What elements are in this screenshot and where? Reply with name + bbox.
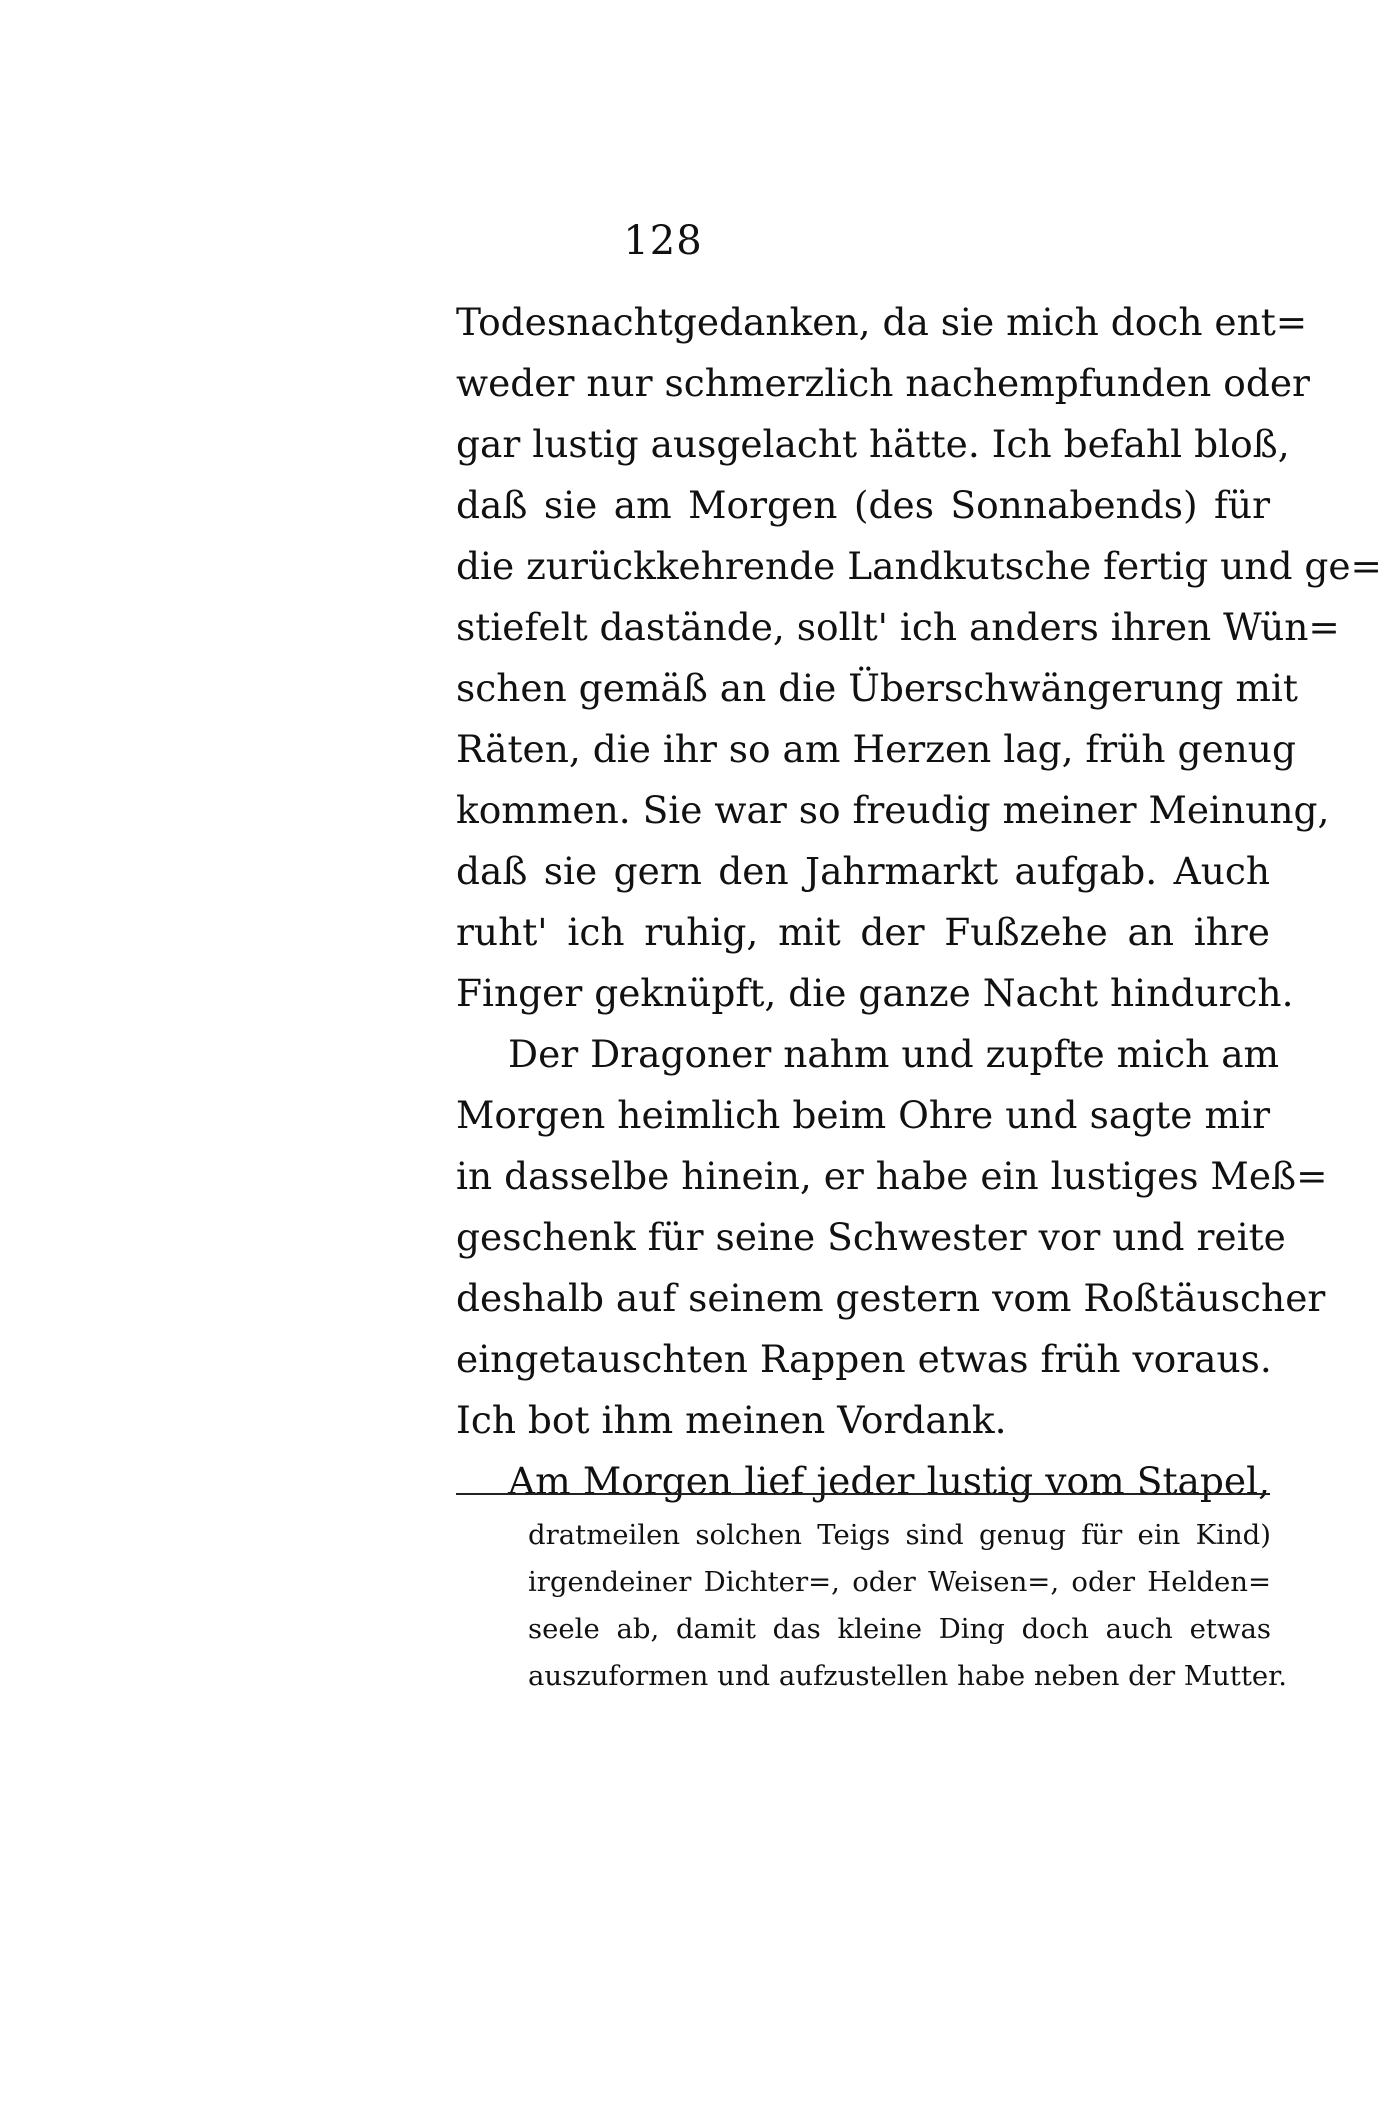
- text-line: daß sie gern den Jahrmarkt aufgab. Auch: [456, 849, 1270, 893]
- footnote-line: seele ab, damit das kleine Ding doch auch etwas: [528, 1613, 1271, 1645]
- text-line: daß sie am Morgen (des Sonnabends) für: [456, 483, 1270, 527]
- text-line: in dasselbe hinein, er habe ein lustiges Meß=: [456, 1154, 1328, 1198]
- main-text-block: [456, 292, 1382, 1512]
- text-line: Ich bot ihm meinen Vordank.: [456, 1398, 1007, 1442]
- text-line: Todesnachtgedanken, da sie mich doch ent=: [456, 300, 1308, 344]
- page-number: 128: [623, 218, 703, 264]
- text-line: geschenk für seine Schwester vor und reite: [456, 1215, 1286, 1259]
- footnote-line: dratmeilen solchen Teigs sind genug für ein Kind): [528, 1519, 1271, 1551]
- text-line: Der Dragoner nahm und zupfte mich am: [508, 1032, 1280, 1076]
- footnote-line: irgendeiner Dichter=, oder Weisen=, oder Helden=: [528, 1566, 1271, 1598]
- text-line: schen gemäß an die Überschwängerung mit: [456, 666, 1298, 710]
- text-line: stiefelt daständе, sollt' ich anders ihren Wün=: [456, 605, 1340, 649]
- text-line: Räten, die ihr so am Herzen lag, früh genug: [456, 727, 1296, 771]
- text-line: Am Morgen lief jeder lustig vom Stapel,: [508, 1459, 1270, 1503]
- text-line: eingetauschten Rappen etwas früh voraus.: [456, 1337, 1272, 1381]
- text-line: kommen. Sie war so freudig meiner Meinung,: [456, 788, 1330, 832]
- footnote-line: auszuformen und aufzustellen habe neben der Mutter.: [528, 1660, 1288, 1692]
- text-line: Morgen heimlich beim Ohre und sagte mir: [456, 1093, 1270, 1137]
- text-line: die zurückkehrende Landkutsche fertig und ge=: [456, 544, 1382, 588]
- text-line: weder nur schmerzlich nachempfunden oder: [456, 361, 1310, 405]
- footnote-block: [528, 1512, 1288, 1700]
- text-line: deshalb auf seinem gestern vom Roßtäuscher: [456, 1276, 1326, 1320]
- text-line: gar lustig ausgelacht hätte. Ich befahl bloß,: [456, 422, 1290, 466]
- text-line: Finger geknüpft, die ganze Nacht hindurch.: [456, 971, 1294, 1015]
- text-line: ruht' ich ruhig, mit der Fußzehe an ihre: [456, 910, 1270, 954]
- footnote-divider: [456, 1493, 1270, 1495]
